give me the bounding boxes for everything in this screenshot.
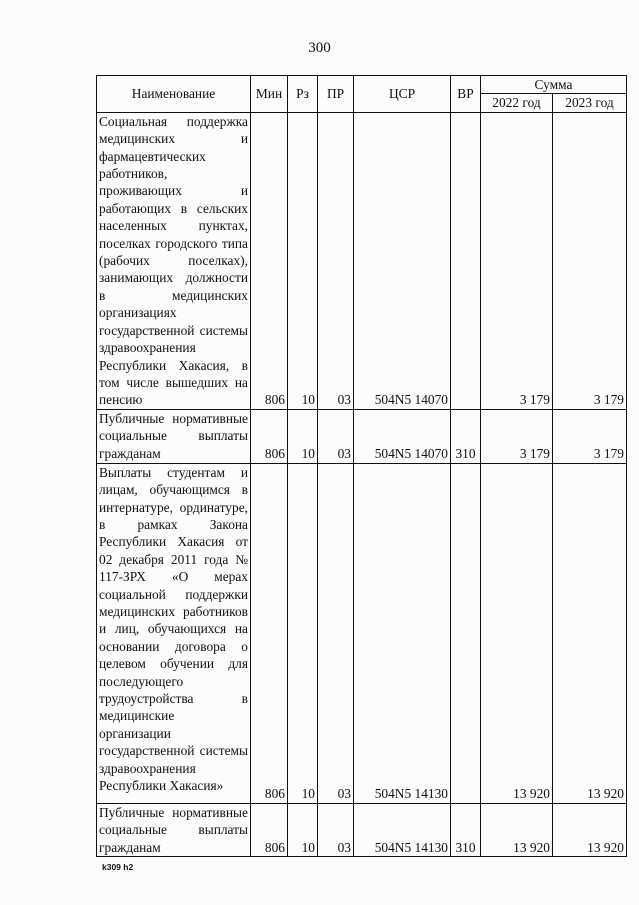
row-sum-2023: 3 179 xyxy=(553,409,627,463)
row-pr: 03 xyxy=(318,112,354,409)
row-min: 806 xyxy=(251,803,288,856)
row-pr: 03 xyxy=(318,463,354,803)
row-min: 806 xyxy=(251,463,288,803)
header-year-2022: 2022 год xyxy=(481,94,553,112)
row-sum-2022: 3 179 xyxy=(481,409,553,463)
row-name: Публичные нормативные социальные выплаты гражданам xyxy=(97,803,251,856)
row-pr: 03 xyxy=(318,409,354,463)
row-csr: 504N5 14130 xyxy=(354,803,451,856)
header-vr: ВР xyxy=(451,76,481,113)
row-rz: 10 xyxy=(288,463,318,803)
table-row xyxy=(97,463,627,803)
row-rz: 10 xyxy=(288,803,318,856)
header-year-2023: 2023 год xyxy=(553,94,627,112)
header-sum: Сумма xyxy=(481,76,627,94)
header-name: Наименование xyxy=(97,76,251,113)
row-vr: 310 xyxy=(451,803,481,856)
row-csr: 504N5 14070 xyxy=(354,112,451,409)
row-csr: 504N5 14070 xyxy=(354,409,451,463)
row-name: Выплаты студентам и лицам, обучающимся в интернатуре, ординатуре, в рамках Закона Республики Хакасия от 02 декабря 2011 года № 117-ЗРХ «О мерах социальной поддержки медицинских работников и лиц, обучающихся на основании договора о целевом обучении для последующего трудоустройства в медицинские организации государственной системы здравоохранения Республики Хакасия» xyxy=(97,463,251,803)
row-sum-2022: 13 920 xyxy=(481,463,553,803)
row-name: Публичные нормативные социальные выплаты гражданам xyxy=(97,409,251,463)
header-csr: ЦСР xyxy=(354,76,451,113)
table-row xyxy=(97,112,627,409)
row-pr: 03 xyxy=(318,803,354,856)
header-pr: ПР xyxy=(318,76,354,113)
table-row xyxy=(97,409,627,463)
row-min: 806 xyxy=(251,409,288,463)
row-vr: 310 xyxy=(451,409,481,463)
row-sum-2023: 13 920 xyxy=(553,463,627,803)
row-sum-2023: 3 179 xyxy=(553,112,627,409)
table-row xyxy=(97,803,627,856)
page-number: 300 xyxy=(308,40,331,56)
row-name: Социальная поддержка медицинских и фармацевтических работников, проживающих и работающих в сельских населенных пунктах, поселках городского типа (рабочих поселках), занимающих должности в медицинских организациях государственной системы здравоохранения Республики Хакасия, в том числе вышедших на пенсию xyxy=(97,112,251,409)
row-rz: 10 xyxy=(288,112,318,409)
row-vr xyxy=(451,112,481,409)
row-rz: 10 xyxy=(288,409,318,463)
row-sum-2022: 13 920 xyxy=(481,803,553,856)
footer-code: k309 h2 xyxy=(102,862,134,872)
row-sum-2022: 3 179 xyxy=(481,112,553,409)
header-min: Мин xyxy=(251,76,288,113)
row-csr: 504N5 14130 xyxy=(354,463,451,803)
row-min: 806 xyxy=(251,112,288,409)
header-rz: Рз xyxy=(288,76,318,113)
row-sum-2023: 13 920 xyxy=(553,803,627,856)
row-vr xyxy=(451,463,481,803)
budget-table xyxy=(96,75,627,857)
